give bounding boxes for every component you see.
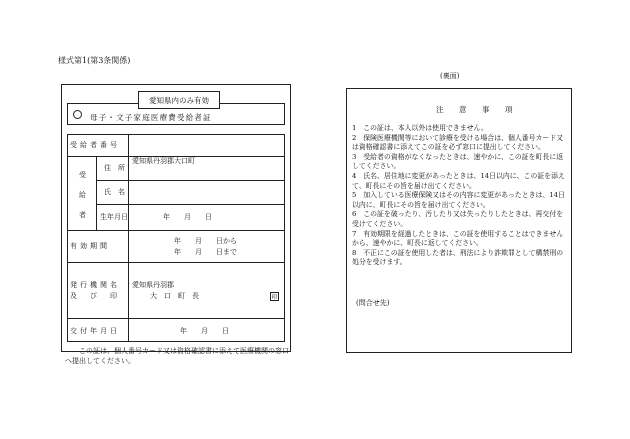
- list-item: 3 受給者の資格がなくなったときは、速やかに、この証を町長に返してください。: [352, 152, 564, 171]
- list-item: 5 加入している医療保険又はその内容に変更があったときは、14日以内に、町長にその旨を届け出てください。: [352, 191, 565, 209]
- validity-from: 年 月 日から: [174, 237, 237, 245]
- validity-label: 有効期間: [70, 242, 110, 250]
- front-note: [65, 346, 295, 366]
- issuer-mayor: 大 口 町 長: [150, 292, 199, 300]
- birthdate-label: 生年月日: [100, 213, 128, 221]
- recipient-number-label: 受給者番号: [70, 141, 120, 149]
- issuer-label: 発行機関名: [70, 281, 120, 289]
- list-item: 8 不正にこの証を使用した者は、刑法により詐欺罪として構禁刑の処分を受けます。: [352, 248, 564, 267]
- validity-to: 年 月 日まで: [174, 248, 237, 256]
- table-rule: [128, 134, 129, 342]
- birthdate-value: 年 月 日: [163, 213, 212, 221]
- address-label: 住 所: [104, 164, 125, 172]
- contact-label: (問合せ先): [356, 299, 390, 307]
- issuer-label-seal: 及 び 印: [70, 292, 120, 300]
- issue-date-value: 年 月 日: [180, 327, 229, 335]
- caution-list: [352, 124, 567, 268]
- issuer-value: 愛知県丹羽郡: [132, 281, 174, 289]
- recipient-label-char: 者: [79, 211, 86, 219]
- back-side-label: (裏面): [440, 72, 460, 80]
- table-rule: [96, 204, 285, 205]
- form-number: 様式第1(第3条関係): [58, 56, 131, 65]
- table-rule: [96, 156, 97, 230]
- recipient-label-char: 受: [79, 171, 86, 179]
- list-item: 1 この証は、本人以外は使用できません。: [352, 124, 488, 132]
- table-rule: [96, 180, 285, 181]
- list-item: 6 この証を破ったり、汚したり又は失ったりしたときは、再交付を受けてください。: [352, 210, 564, 228]
- table-rule: [67, 262, 285, 263]
- list-item: 7 有効期限を経過したときは、この証を使用することはできませんから、速やかに、町長に返してください。: [352, 229, 564, 248]
- valid-scope-box: [138, 91, 220, 109]
- front-note-text: この証は、個人番号カード又は資格確認書に添えて医療機関の窓口へ提出してください。: [65, 347, 289, 365]
- recipient-label-char: 給: [79, 191, 86, 199]
- table-rule: [67, 318, 285, 319]
- punch-hole-icon: [73, 110, 82, 119]
- seal-stamp-text: 印: [271, 294, 278, 301]
- name-label: 氏 名: [104, 188, 125, 196]
- list-item: 4 氏名、居住地に変更があったときは、14日以内に、この証を添えて、町長にその旨を届け出てください。: [352, 171, 565, 190]
- back-title: 注 意 事 項: [436, 105, 517, 114]
- table-rule: [67, 230, 285, 231]
- issue-date-label: 交付年月日: [70, 327, 120, 335]
- card-title: 母子・文子家庭医療費受給者証: [90, 113, 212, 122]
- address-value: 愛知県丹羽郡大口町: [132, 157, 195, 165]
- list-item: 2 保険医療機関等において診療を受ける場合は、個人番号カード又は資格確認書に添えてこの証を必ず窓口に提出してください。: [352, 133, 564, 152]
- valid-scope-text: 愛知県内のみ有効: [149, 95, 209, 105]
- seal-stamp-icon: [270, 292, 279, 301]
